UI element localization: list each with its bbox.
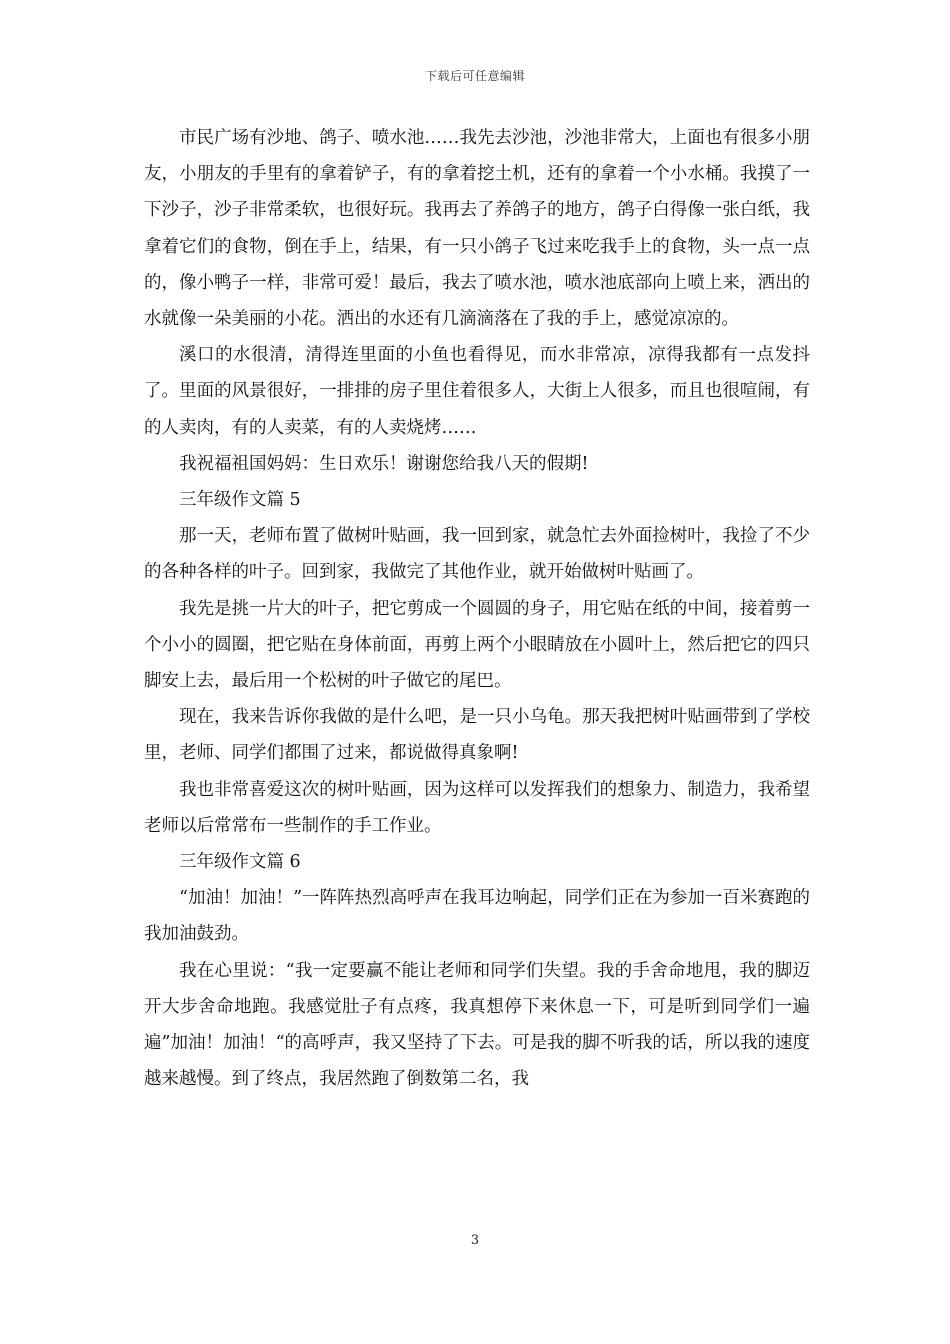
paragraph-leaf-3: 现在，我来告诉你我做的是什么吧，是一只小乌龟。那天我把树叶贴画带到了学校里，老师、同学们都围了过来，都说做得真象啊! bbox=[144, 707, 810, 764]
paragraph-leaf-1: 那一天，老师布置了做树叶贴画，我一回到家，就急忙去外面捡树叶，我捡了不少的各种各样的叶子。回到家，我做完了其他作业，就开始做树叶贴画了。 bbox=[144, 526, 810, 583]
paragraph-race-2: 我在心里说：“我一定要赢不能让老师和同学们失望。我的手舍命地甩，我的脚迈开大步舍命地跑。我感觉肚子有点疼，我真想停下来休息一下，可是听到同学们一遍遍”加油！加油！“的高呼声，我又坚持了下去。可是我的脚不听我的话，所以我的速度越来越慢。到了终点，我居然跑了倒数第二名，我 bbox=[144, 960, 810, 1090]
page-number: 3 bbox=[470, 1233, 480, 1248]
page-header: 下载后可任意编辑 bbox=[424, 69, 525, 83]
paragraph-leaf-2: 我先是挑一片大的叶子，把它剪成一个圆圆的身子，用它贴在纸的中间，接着剪一个小小的圆圈，把它贴在身体前面，再剪上两个小眼睛放在小圆叶上，然后把它的四只脚安上去，最后用一个松树的叶子做它的尾巴。 bbox=[144, 598, 810, 692]
section-heading-6: 三年级作文篇 6 bbox=[179, 852, 301, 873]
paragraph-leaf-4: 我也非常喜爱这次的树叶贴画，因为这样可以发挥我们的想象力、制造力，我希望老师以后常常布一些制作的手工作业。 bbox=[144, 779, 810, 836]
paragraph-race-1: “加油！加油！”一阵阵热烈高呼声在我耳边响起，同学们正在为参加一百米赛跑的我加油鼓劲。 bbox=[144, 888, 810, 945]
paragraph-plaza: 市民广场有沙地、鸽子、喷水池……我先去沙池，沙池非常大，上面也有很多小朋友，小朋友的手里有的拿着铲子，有的拿着挖土机，还有的拿着一个小水桶。我摸了一下沙子，沙子非常柔软，也很好玩。我再去了养鸽子的地方，鸽子白得像一张白纸，我拿着它们的食物，倒在手上，结果，有一只小鸽子飞过来吃我手上的食物，头一点一点的，像小鸭子一样，非常可爱！最后，我去了喷水池，喷水池底部向上喷上来，洒出的水就像一朵美丽的小花。洒出的水还有几滴滴落在了我的手上，感觉凉凉的。 bbox=[144, 128, 810, 330]
document-body bbox=[144, 120, 810, 1097]
paragraph-blessing: 我祝福祖国妈妈：生日欢乐！谢谢您给我八天的假期! bbox=[179, 453, 589, 474]
section-heading-5: 三年级作文篇 5 bbox=[179, 490, 301, 511]
paragraph-xikou: 溪口的水很清，清得连里面的小鱼也看得见，而水非常凉，凉得我都有一点发抖了。里面的风景很好，一排排的房子里住着很多人，大街上人很多，而且也很喧闹，有的人卖肉，有的人卖菜，有的人卖烧烤…… bbox=[144, 345, 810, 438]
